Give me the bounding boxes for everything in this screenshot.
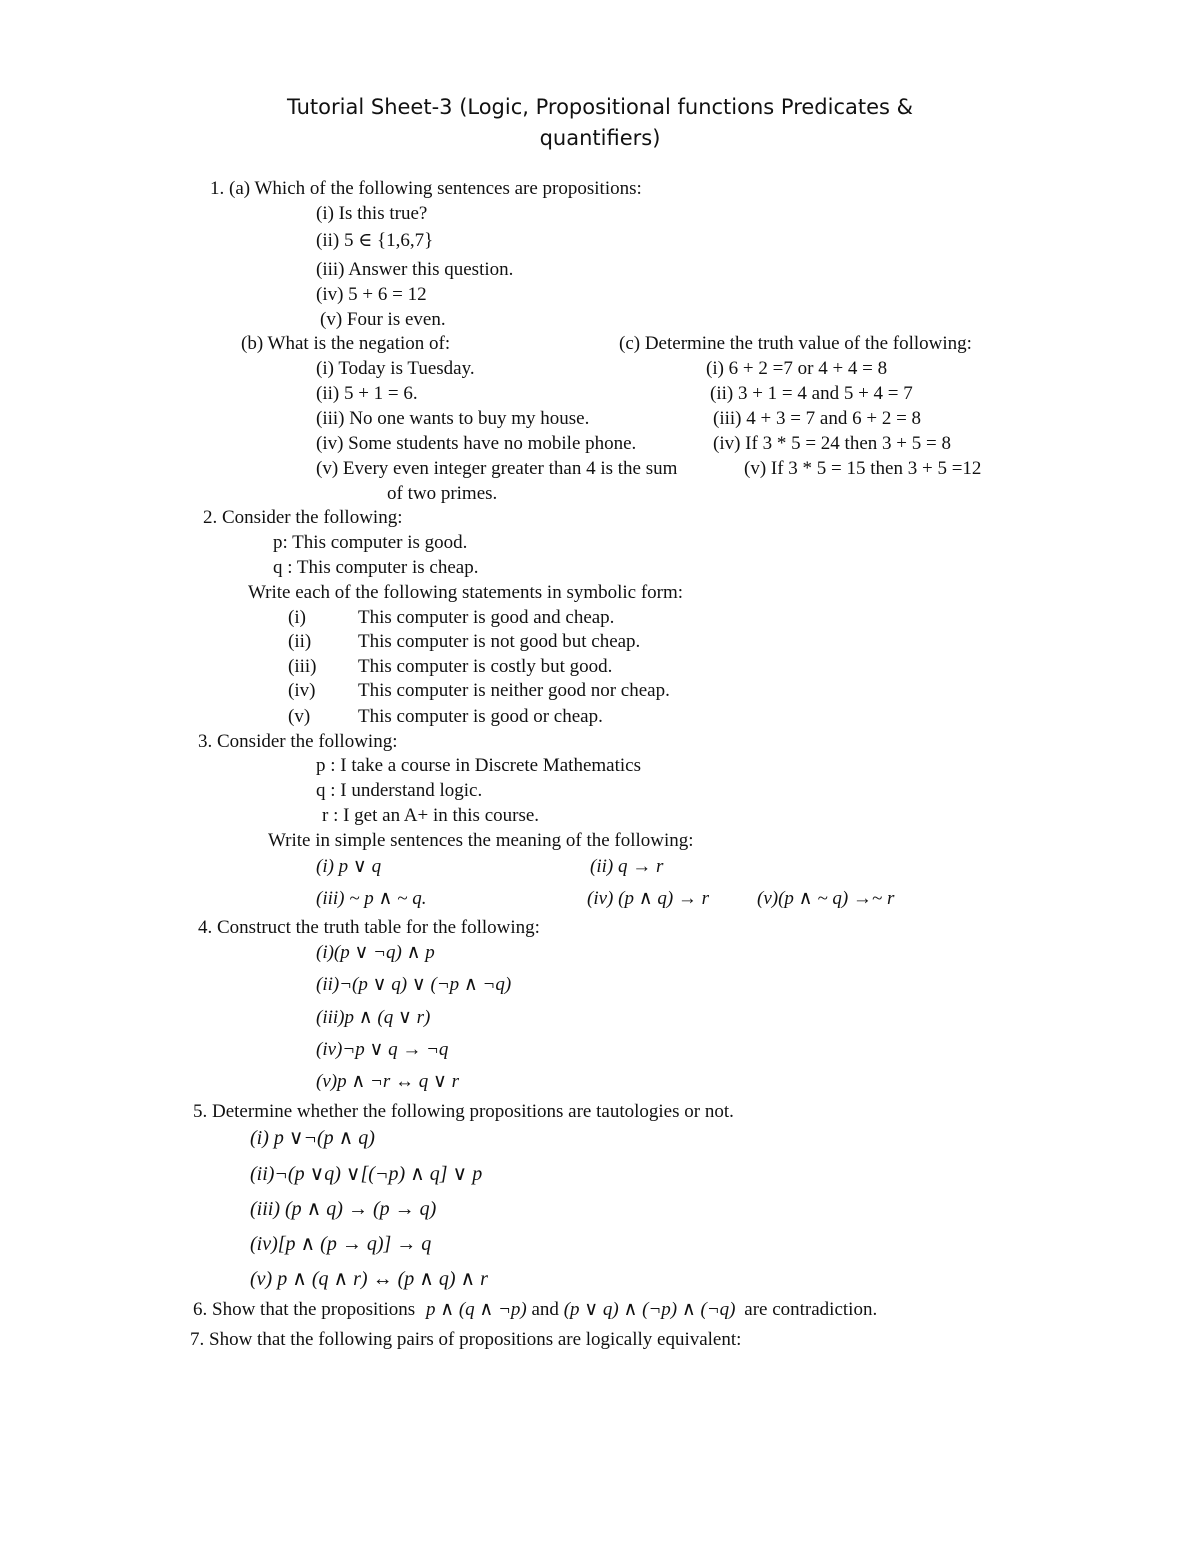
q4-expression: (iv)¬p ∨ q → ¬q [316, 1039, 449, 1060]
q7-prompt: 7. Show that the following pairs of propositions are logically equivalent: [190, 1329, 742, 1350]
q3-q-definition: q : I understand logic. [316, 780, 483, 801]
q2-instruction: Write each of the following statements in symbolic form: [248, 582, 684, 603]
q4-expression: (i)(p ∨ ¬q) ∧ p [316, 942, 435, 963]
q3-instruction: Write in simple sentences the meaning of the following: [268, 830, 694, 851]
page-title [100, 92, 1100, 154]
q1-b-item-continuation: of two primes. [387, 483, 498, 504]
q4-expression: (v)p ∧ ¬r ↔ q ∨ r [316, 1071, 460, 1092]
q2-item-text: This computer is good and cheap. [358, 607, 615, 628]
q6-and: and [531, 1299, 559, 1320]
q4-expression: (ii)¬(p ∨ q) ∨ (¬p ∧ ¬q) [316, 974, 512, 995]
q2-item-number: (iv) [288, 680, 316, 701]
q1-c-item: (v) If 3 * 5 = 15 then 3 + 5 =12 [744, 458, 982, 479]
q1-b-item: (i) Today is Tuesday. [316, 358, 475, 379]
q1-b-item: (ii) 5 + 1 = 6. [316, 383, 418, 404]
q3-r-definition: r : I get an A+ in this course. [322, 805, 540, 826]
q2-prompt: 2. Consider the following: [203, 507, 403, 528]
q6-statement [193, 1299, 877, 1321]
q3-expression: (iv) (p ∧ q) → r [587, 888, 710, 909]
q4-prompt: 4. Construct the truth table for the following: [198, 917, 540, 938]
q5-prompt: 5. Determine whether the following propositions are tautologies or not. [193, 1101, 734, 1122]
q2-item-number: (iii) [288, 656, 317, 677]
q1-a-item: (v) Four is even. [320, 309, 446, 330]
q1-a-item: (ii) 5 ∈ {1,6,7} [316, 230, 434, 251]
q1-c-item: (iv) If 3 * 5 = 24 then 3 + 5 = 8 [713, 433, 951, 454]
q2-item-number: (ii) [288, 631, 312, 652]
q1-c-heading: (c) Determine the truth value of the following: [619, 333, 972, 354]
q5-expression: (ii)¬(p ∨q) ∨[(¬p) ∧ q] ∨ p [250, 1163, 483, 1185]
q2-item-number: (v) [288, 706, 311, 727]
q5-expression: (iii) (p ∧ q) → (p → q) [250, 1198, 437, 1220]
q4-expression: (iii)p ∧ (q ∨ r) [316, 1007, 431, 1028]
q3-p-definition: p : I take a course in Discrete Mathematics [316, 755, 641, 776]
q2-item-text: This computer is good or cheap. [358, 706, 603, 727]
q2-item-text: This computer is not good but cheap. [358, 631, 641, 652]
q1-a-item: (i) Is this true? [316, 203, 428, 224]
q3-prompt: 3. Consider the following: [198, 731, 398, 752]
q1-c-item: (i) 6 + 2 =7 or 4 + 4 = 8 [706, 358, 888, 379]
q2-p-definition: p: This computer is good. [273, 532, 468, 553]
q6-prefix: 6. Show that the propositions [193, 1299, 416, 1320]
q1-c-item: (ii) 3 + 1 = 4 and 5 + 4 = 7 [710, 383, 913, 404]
title-line-1: Tutorial Sheet-3 (Logic, Propositional functions Predicates & [286, 95, 914, 119]
q1-b-item: (v) Every even integer greater than 4 is the sum [316, 458, 678, 479]
q6-expression-2: (p ∨ q) ∧ (¬p) ∧ (¬q) [563, 1299, 736, 1320]
q5-expression: (v) p ∧ (q ∧ r) ↔ (p ∧ q) ∧ r [250, 1268, 488, 1290]
q2-item-text: This computer is costly but good. [358, 656, 613, 677]
q3-expression: (ii) q → r [590, 856, 664, 877]
q1-b-item: (iv) Some students have no mobile phone. [316, 433, 637, 454]
q2-item-text: This computer is neither good nor cheap. [358, 680, 670, 701]
q3-expression: (v)(p ∧ ~ q) →~ r [757, 888, 895, 909]
q1-c-item: (iii) 4 + 3 = 7 and 6 + 2 = 8 [713, 408, 922, 429]
title-line-2: quantifiers) [539, 126, 661, 150]
q1-a-item: (iii) Answer this question. [316, 259, 514, 280]
q1-b-heading: (b) What is the negation of: [241, 333, 451, 354]
q3-expression: (iii) ~ p ∧ ~ q. [316, 888, 427, 909]
q1-a-item: (iv) 5 + 6 = 12 [316, 284, 427, 305]
q3-expression: (i) p ∨ q [316, 856, 382, 877]
q5-expression: (i) p ∨¬(p ∧ q) [250, 1127, 375, 1149]
q6-suffix: are contradiction. [744, 1299, 878, 1320]
q2-item-number: (i) [288, 607, 306, 628]
q2-q-definition: q : This computer is cheap. [273, 557, 479, 578]
q1-prompt: 1. (a) Which of the following sentences are propositions: [210, 178, 642, 199]
q6-expression-1: p ∧ (q ∧ ¬p) [425, 1299, 527, 1320]
q5-expression: (iv)[p ∧ (p → q)] → q [250, 1233, 432, 1255]
q1-b-item: (iii) No one wants to buy my house. [316, 408, 590, 429]
